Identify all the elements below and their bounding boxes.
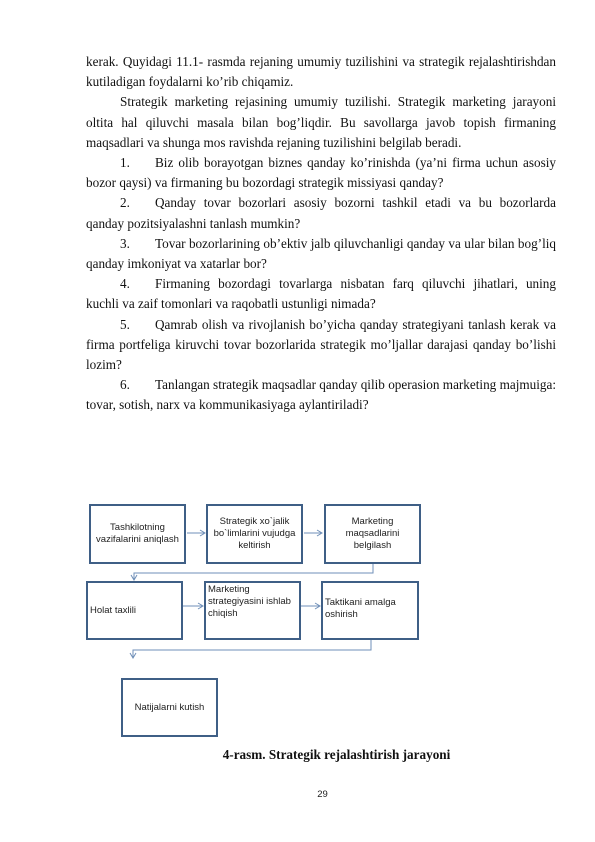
list-item-text: Firmaning bozordagi tovarlarga nisbatan farq qiluvchi jihatlari, uning kuchli va zaif tomonlari va raqobatli ustunligi nimada? xyxy=(86,276,556,312)
figure-caption xyxy=(0,747,595,763)
page-number xyxy=(0,789,595,800)
paragraph-continuation: kerak. Quyidagi 11.1- rasmda rejaning umumiy tuzilishini va strategik rejalashtirishdan kutiladigan foydalarni ko’rib chiqamiz. xyxy=(86,54,556,90)
process-diagram xyxy=(80,495,540,745)
figure-caption-text: 4-rasm. Strategik rejalashtirish jarayoni xyxy=(222,747,451,762)
step-label: Tashkilotning vazifalarini aniqlash xyxy=(96,522,179,545)
step-box-define-mission xyxy=(89,504,186,564)
step-label: Taktikani amalga oshirish xyxy=(325,597,396,620)
list-item-number: 5. xyxy=(120,316,130,332)
list-item xyxy=(86,153,556,193)
body-text xyxy=(86,52,556,416)
list-item xyxy=(86,193,556,233)
list-item-text: Tanlangan strategik maqsadlar qanday qilib operasion marketing majmuiga: tovar, sotish, narx va kommunikasiyaga aylantiriladi? xyxy=(86,377,556,413)
step-box-marketing-objectives xyxy=(324,504,421,564)
list-item-number: 2. xyxy=(120,195,130,211)
list-item-number: 3. xyxy=(120,235,130,251)
step-box-marketing-strategy xyxy=(204,581,301,640)
list-item-number: 1. xyxy=(120,155,130,171)
list-item-text: Biz olib borayotgan biznes qanday ko’rinishda (ya’ni firma uchun asosiy bozor qaysi) va firmaning bu bozordagi strategik missiyasi qanday? xyxy=(86,155,556,191)
step-label: Marketing maqsadlarini belgilash xyxy=(345,516,400,551)
step-label: Strategik xo`jalik bo`limlarini vujudga keltirish xyxy=(213,516,296,551)
list-item-number: 4. xyxy=(120,276,130,292)
list-item xyxy=(86,234,556,274)
list-item xyxy=(86,375,556,415)
list-item-text: Qamrab olish va rivojlanish bo’yicha qanday strategiyani tanlash kerak va firma portfeliga kiruvchi tovar bozorlarida strategik mo’ljallar darajasi qanday bo’lishi lozim? xyxy=(86,316,556,373)
list-item xyxy=(86,315,556,376)
step-label: Marketing strategiyasini ishlab chiqish xyxy=(208,584,291,619)
list-item xyxy=(86,274,556,314)
paragraph-intro: Strategik marketing rejasining umumiy tuzilishi. Strategik marketing jarayoni oltita hal qiluvchi masala bilan bog’liqdir. Bu savollarga javob topish firmaning maqsadlari va shunga mos ravishda rejaning tuzilishini belgilab beradi. xyxy=(86,94,556,150)
step-box-business-units xyxy=(206,504,303,564)
list-item-text: Tovar bozorlarining ob’ektiv jalb qiluvchanligi qanday va ular bilan bog’liq qanday imkoniyat va xatarlar bor? xyxy=(86,235,556,272)
step-label: Natijalarni kutish xyxy=(134,701,205,713)
list-item-text: Qanday tovar bozorlari asosiy bozorni tashkil etadi va bu bozorlarda qanday pozitsiyalashni tanlash mumkin? xyxy=(86,195,556,231)
list-item-number: 6. xyxy=(120,377,130,393)
page-number-text: 29 xyxy=(317,789,328,800)
elbow-connector-row1 xyxy=(134,563,373,579)
step-box-situation-analysis xyxy=(86,581,183,640)
step-label: Holat taxlili xyxy=(90,604,136,616)
elbow-connector-row2 xyxy=(133,640,371,657)
step-box-expect-results xyxy=(121,678,218,737)
step-box-tactics xyxy=(321,581,419,640)
